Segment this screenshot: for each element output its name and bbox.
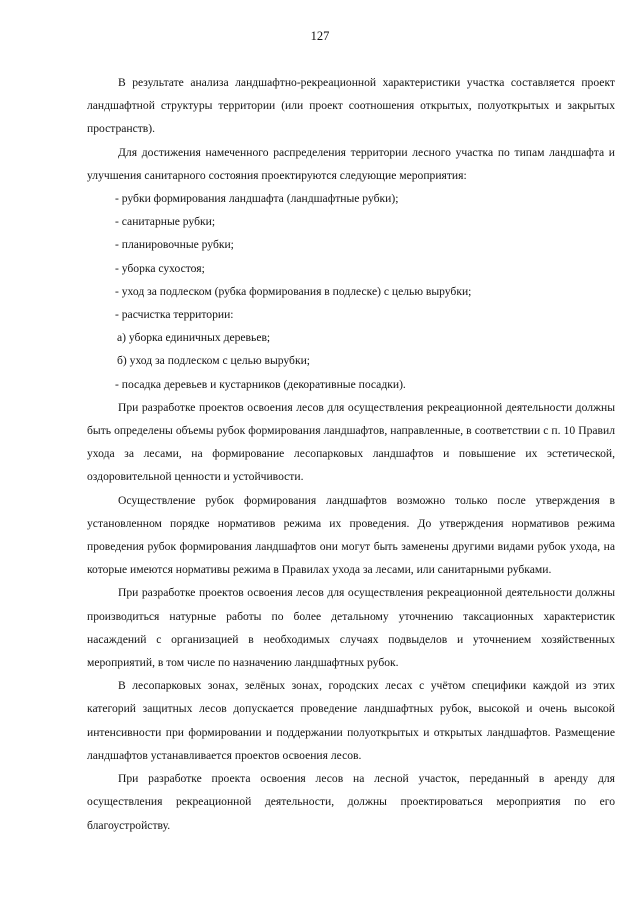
- list-item: - уборка сухостоя;: [115, 261, 205, 275]
- list-item: - уход за подлеском (рубка формирования в подлеске) с целью вырубки;: [115, 284, 472, 298]
- list-item: - посадка деревьев и кустарников (декоративные посадки).: [115, 377, 406, 391]
- paragraph: При разработке проекта освоения лесов на лесной участок, переданный в аренду для осуществления рекреационной деятельности, должны проектироваться мероприятия по его благоустройству.: [87, 772, 615, 832]
- page-number: 127: [310, 29, 330, 43]
- measures-list: [87, 187, 615, 396]
- paragraph: При разработке проектов освоения лесов для осуществления рекреационной деятельности должны быть определены объемы рубок формирования ландшафтов, направленные, в соответствии с п. 10 Правил ухода за лесами, на формирование лесопарковых ландшафтов и повышение их эстетической, оздоровительной ценности и устойчивости.: [87, 400, 615, 484]
- list-subitem: а) уборка единичных деревьев;: [117, 331, 271, 345]
- paragraph: В результате анализа ландшафтно-рекреационной характеристики участка составляется проект ландшафтной структуры территории (или проект соотношения открытых, полуоткрытых и закрытых пространств).: [87, 76, 615, 136]
- list-subitem: б) уход за подлеском с целью вырубки;: [117, 354, 311, 368]
- list-item: - санитарные рубки;: [115, 215, 216, 229]
- paragraph: Осуществление рубок формирования ландшафтов возможно только после утверждения в установленном порядке нормативов режима их проведения. До утверждения нормативов режима проведения рубок формирования ландшафтов они могут быть заменены другими видами рубок ухода, на которые имеются нормативы режима в Правилах ухода за лесами, или санитарными рубками.: [87, 493, 615, 577]
- list-item: - рубки формирования ландшафта (ландшафтные рубки);: [115, 192, 399, 206]
- list-item: - планировочные рубки;: [115, 238, 234, 252]
- paragraph: При разработке проектов освоения лесов для осуществления рекреационной деятельности должны производиться натурные работы по более детальному уточнению таксационных характеристик насаждений с организацией в необходимых случаях подвыделов и уточнением хозяйственных мероприятий, в том числе по назначению ландшафтных рубок.: [87, 586, 615, 670]
- paragraph: Для достижения намеченного распределения территории лесного участка по типам ландшафта и улучшения санитарного состояния проектируются следующие мероприятия:: [87, 145, 615, 182]
- paragraph: В лесопарковых зонах, зелёных зонах, городских лесах с учётом специфики каждой из этих категорий защитных лесов допускается проведение ландшафтных рубок, высокой и очень высокой интенсивности при формировании и поддержании полуоткрытых и открытых ландшафтов. Размещение ландшафтов устанавливается проектов освоения лесов.: [87, 679, 615, 762]
- document-body: [87, 71, 615, 837]
- list-item: - расчистка территории:: [115, 308, 234, 322]
